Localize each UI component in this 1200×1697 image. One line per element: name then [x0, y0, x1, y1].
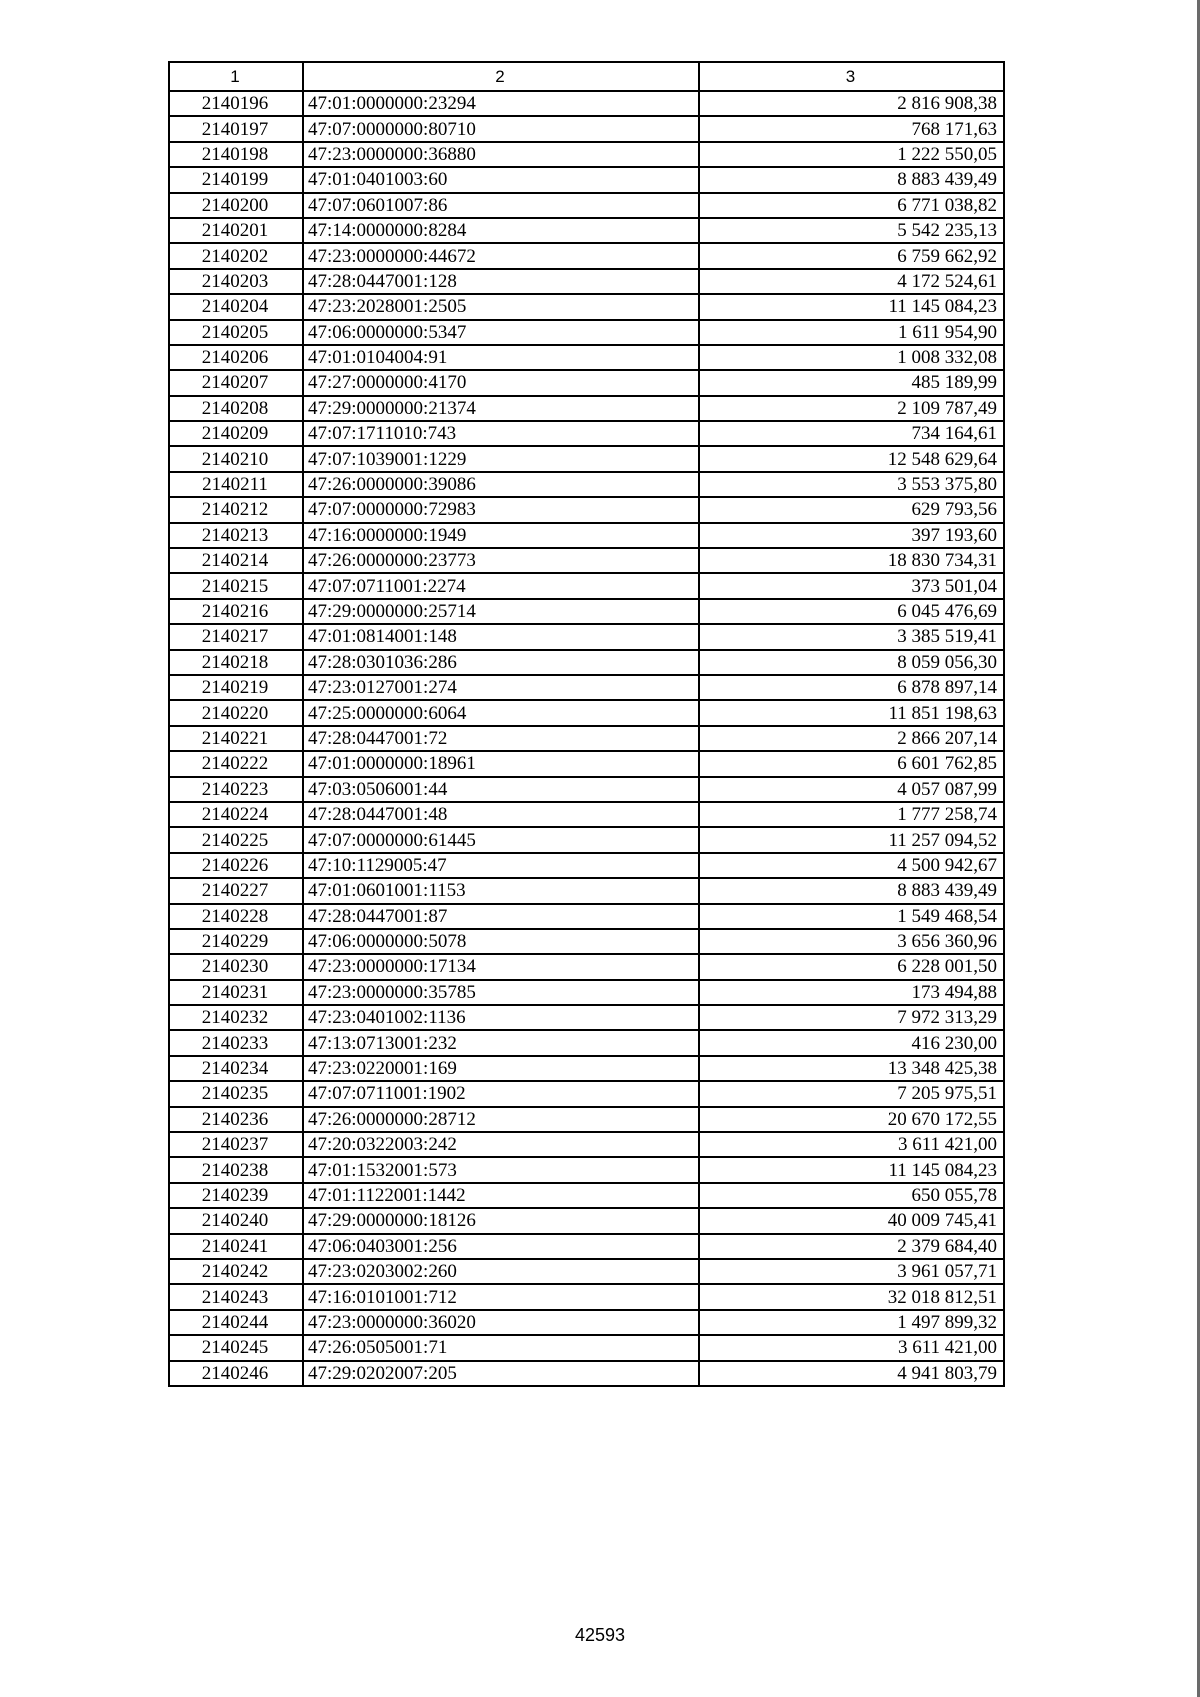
value-cell: 7 205 975,51: [699, 1081, 1004, 1106]
value-cell: 8 883 439,49: [699, 878, 1004, 903]
row-number-cell: 2140233: [169, 1030, 303, 1055]
row-number-cell: 2140224: [169, 802, 303, 827]
row-number-cell: 2140222: [169, 751, 303, 776]
cadastral-number-cell: 47:01:1122001:1442: [303, 1183, 699, 1208]
table-row: [169, 91, 1004, 116]
table-row: [169, 1234, 1004, 1259]
cadastral-number-cell: 47:23:0000000:36020: [303, 1310, 699, 1335]
cadastral-number-cell: 47:06:0000000:5347: [303, 320, 699, 345]
value-cell: 768 171,63: [699, 116, 1004, 141]
row-number-cell: 2140245: [169, 1335, 303, 1360]
table-row: [169, 853, 1004, 878]
cadastral-number-cell: 47:23:2028001:2505: [303, 294, 699, 319]
value-cell: 3 961 057,71: [699, 1259, 1004, 1284]
row-number-cell: 2140215: [169, 573, 303, 598]
cadastral-number-cell: 47:28:0447001:72: [303, 726, 699, 751]
value-cell: 11 851 198,63: [699, 700, 1004, 725]
row-number-cell: 2140202: [169, 243, 303, 268]
cadastral-number-cell: 47:07:0711001:1902: [303, 1081, 699, 1106]
value-cell: 3 385 519,41: [699, 624, 1004, 649]
table-row: [169, 980, 1004, 1005]
table-row: [169, 320, 1004, 345]
value-cell: 3 656 360,96: [699, 929, 1004, 954]
table-row: [169, 802, 1004, 827]
value-cell: 2 109 787,49: [699, 396, 1004, 421]
table-row: [169, 878, 1004, 903]
table-row: [169, 827, 1004, 852]
cadastral-number-cell: 47:26:0000000:39086: [303, 472, 699, 497]
page-number: 42593: [574, 1625, 626, 1645]
value-cell: 2 379 684,40: [699, 1234, 1004, 1259]
cadastral-number-cell: 47:01:0401003:60: [303, 167, 699, 192]
cadastral-number-cell: 47:28:0447001:87: [303, 904, 699, 929]
table-row: [169, 1361, 1004, 1386]
cadastral-number-cell: 47:07:0000000:61445: [303, 827, 699, 852]
table-header-row: [169, 62, 1004, 91]
cadastral-number-cell: 47:01:0000000:18961: [303, 751, 699, 776]
table-row: [169, 650, 1004, 675]
cadastral-number-cell: 47:16:0000000:1949: [303, 523, 699, 548]
table-row: [169, 1081, 1004, 1106]
value-cell: 3 611 421,00: [699, 1335, 1004, 1360]
table-row: [169, 548, 1004, 573]
row-number-cell: 2140218: [169, 650, 303, 675]
value-cell: 397 193,60: [699, 523, 1004, 548]
cadastral-number-cell: 47:23:0220001:169: [303, 1056, 699, 1081]
row-number-cell: 2140220: [169, 700, 303, 725]
table-row: [169, 421, 1004, 446]
value-cell: 650 055,78: [699, 1183, 1004, 1208]
header-col-1: 1: [169, 62, 303, 91]
table-row: [169, 472, 1004, 497]
value-cell: 734 164,61: [699, 421, 1004, 446]
value-cell: 1 777 258,74: [699, 802, 1004, 827]
row-number-cell: 2140199: [169, 167, 303, 192]
cadastral-number-cell: 47:07:0601007:86: [303, 193, 699, 218]
table-row: [169, 218, 1004, 243]
cadastral-number-cell: 47:29:0000000:18126: [303, 1208, 699, 1233]
value-cell: 4 500 942,67: [699, 853, 1004, 878]
cadastral-number-cell: 47:03:0506001:44: [303, 777, 699, 802]
value-cell: 18 830 734,31: [699, 548, 1004, 573]
table-row: [169, 1132, 1004, 1157]
row-number-cell: 2140210: [169, 446, 303, 471]
cadastral-number-cell: 47:06:0000000:5078: [303, 929, 699, 954]
row-number-cell: 2140216: [169, 599, 303, 624]
cadastral-number-cell: 47:23:0000000:36880: [303, 142, 699, 167]
cadastral-number-cell: 47:26:0000000:28712: [303, 1107, 699, 1132]
row-number-cell: 2140227: [169, 878, 303, 903]
value-cell: 11 257 094,52: [699, 827, 1004, 852]
table-row: [169, 1284, 1004, 1309]
cadastral-number-cell: 47:06:0403001:256: [303, 1234, 699, 1259]
cadastral-number-cell: 47:20:0322003:242: [303, 1132, 699, 1157]
value-cell: 32 018 812,51: [699, 1284, 1004, 1309]
value-cell: 173 494,88: [699, 980, 1004, 1005]
row-number-cell: 2140229: [169, 929, 303, 954]
table-body: [169, 91, 1004, 1386]
row-number-cell: 2140246: [169, 1361, 303, 1386]
cadastral-number-cell: 47:10:1129005:47: [303, 853, 699, 878]
row-number-cell: 2140211: [169, 472, 303, 497]
cadastral-number-cell: 47:01:0000000:23294: [303, 91, 699, 116]
cadastral-number-cell: 47:27:0000000:4170: [303, 370, 699, 395]
row-number-cell: 2140207: [169, 370, 303, 395]
row-number-cell: 2140201: [169, 218, 303, 243]
cadastral-number-cell: 47:26:0000000:23773: [303, 548, 699, 573]
table-row: [169, 396, 1004, 421]
table-row: [169, 1208, 1004, 1233]
row-number-cell: 2140241: [169, 1234, 303, 1259]
row-number-cell: 2140203: [169, 269, 303, 294]
cadastral-number-cell: 47:28:0301036:286: [303, 650, 699, 675]
table-row: [169, 599, 1004, 624]
value-cell: 5 542 235,13: [699, 218, 1004, 243]
row-number-cell: 2140235: [169, 1081, 303, 1106]
row-number-cell: 2140200: [169, 193, 303, 218]
value-cell: 2 866 207,14: [699, 726, 1004, 751]
cadastral-number-cell: 47:23:0000000:44672: [303, 243, 699, 268]
table-row: [169, 904, 1004, 929]
row-number-cell: 2140234: [169, 1056, 303, 1081]
cadastral-number-cell: 47:25:0000000:6064: [303, 700, 699, 725]
value-cell: 7 972 313,29: [699, 1005, 1004, 1030]
cadastral-number-cell: 47:01:1532001:573: [303, 1157, 699, 1182]
value-cell: 11 145 084,23: [699, 1157, 1004, 1182]
value-cell: 6 228 001,50: [699, 954, 1004, 979]
table-row: [169, 446, 1004, 471]
value-cell: 6 759 662,92: [699, 243, 1004, 268]
table-row: [169, 675, 1004, 700]
value-cell: 1 611 954,90: [699, 320, 1004, 345]
row-number-cell: 2140242: [169, 1259, 303, 1284]
row-number-cell: 2140198: [169, 142, 303, 167]
cadastral-number-cell: 47:29:0202007:205: [303, 1361, 699, 1386]
row-number-cell: 2140208: [169, 396, 303, 421]
table-row: [169, 345, 1004, 370]
value-cell: 11 145 084,23: [699, 294, 1004, 319]
cadastral-number-cell: 47:29:0000000:21374: [303, 396, 699, 421]
cadastral-number-cell: 47:23:0127001:274: [303, 675, 699, 700]
table-row: [169, 193, 1004, 218]
value-cell: 6 771 038,82: [699, 193, 1004, 218]
row-number-cell: 2140204: [169, 294, 303, 319]
table-row: [169, 269, 1004, 294]
table-row: [169, 294, 1004, 319]
cadastral-number-cell: 47:14:0000000:8284: [303, 218, 699, 243]
table-row: [169, 777, 1004, 802]
row-number-cell: 2140240: [169, 1208, 303, 1233]
header-col-2: 2: [303, 62, 699, 91]
row-number-cell: 2140228: [169, 904, 303, 929]
value-cell: 2 816 908,38: [699, 91, 1004, 116]
value-cell: 8 059 056,30: [699, 650, 1004, 675]
cadastral-number-cell: 47:23:0401002:1136: [303, 1005, 699, 1030]
value-cell: 1 008 332,08: [699, 345, 1004, 370]
value-cell: 3 611 421,00: [699, 1132, 1004, 1157]
cadastral-number-cell: 47:07:0000000:80710: [303, 116, 699, 141]
table-row: [169, 116, 1004, 141]
cadastral-value-table: [168, 61, 1005, 1387]
table-row: [169, 751, 1004, 776]
row-number-cell: 2140230: [169, 954, 303, 979]
value-cell: 6 601 762,85: [699, 751, 1004, 776]
cadastral-number-cell: 47:26:0505001:71: [303, 1335, 699, 1360]
row-number-cell: 2140221: [169, 726, 303, 751]
cadastral-number-cell: 47:13:0713001:232: [303, 1030, 699, 1055]
value-cell: 20 670 172,55: [699, 1107, 1004, 1132]
table-row: [169, 573, 1004, 598]
cadastral-number-cell: 47:23:0000000:17134: [303, 954, 699, 979]
row-number-cell: 2140236: [169, 1107, 303, 1132]
table-row: [169, 954, 1004, 979]
table-row: [169, 1183, 1004, 1208]
table-row: [169, 1030, 1004, 1055]
table-row: [169, 1335, 1004, 1360]
value-cell: 416 230,00: [699, 1030, 1004, 1055]
cadastral-number-cell: 47:16:0101001:712: [303, 1284, 699, 1309]
value-cell: 485 189,99: [699, 370, 1004, 395]
row-number-cell: 2140237: [169, 1132, 303, 1157]
value-cell: 4 941 803,79: [699, 1361, 1004, 1386]
table-row: [169, 523, 1004, 548]
cadastral-number-cell: 47:07:1039001:1229: [303, 446, 699, 471]
row-number-cell: 2140214: [169, 548, 303, 573]
row-number-cell: 2140223: [169, 777, 303, 802]
row-number-cell: 2140217: [169, 624, 303, 649]
value-cell: 3 553 375,80: [699, 472, 1004, 497]
value-cell: 12 548 629,64: [699, 446, 1004, 471]
table-row: [169, 142, 1004, 167]
table-row: [169, 370, 1004, 395]
value-cell: 1 222 550,05: [699, 142, 1004, 167]
table-row: [169, 624, 1004, 649]
table-row: [169, 726, 1004, 751]
row-number-cell: 2140209: [169, 421, 303, 446]
table-row: [169, 929, 1004, 954]
cadastral-number-cell: 47:28:0447001:48: [303, 802, 699, 827]
cadastral-number-cell: 47:29:0000000:25714: [303, 599, 699, 624]
row-number-cell: 2140239: [169, 1183, 303, 1208]
row-number-cell: 2140213: [169, 523, 303, 548]
value-cell: 1 549 468,54: [699, 904, 1004, 929]
header-col-3: 3: [699, 62, 1004, 91]
row-number-cell: 2140244: [169, 1310, 303, 1335]
row-number-cell: 2140232: [169, 1005, 303, 1030]
row-number-cell: 2140238: [169, 1157, 303, 1182]
value-cell: 373 501,04: [699, 573, 1004, 598]
row-number-cell: 2140225: [169, 827, 303, 852]
table-row: [169, 1310, 1004, 1335]
row-number-cell: 2140197: [169, 116, 303, 141]
table-row: [169, 1056, 1004, 1081]
cadastral-number-cell: 47:28:0447001:128: [303, 269, 699, 294]
table-row: [169, 167, 1004, 192]
value-cell: 1 497 899,32: [699, 1310, 1004, 1335]
value-cell: 6 045 476,69: [699, 599, 1004, 624]
cadastral-number-cell: 47:23:0000000:35785: [303, 980, 699, 1005]
value-cell: 629 793,56: [699, 497, 1004, 522]
cadastral-number-cell: 47:07:0711001:2274: [303, 573, 699, 598]
row-number-cell: 2140219: [169, 675, 303, 700]
table-row: [169, 1107, 1004, 1132]
row-number-cell: 2140196: [169, 91, 303, 116]
table-row: [169, 700, 1004, 725]
value-cell: 13 348 425,38: [699, 1056, 1004, 1081]
value-cell: 4 057 087,99: [699, 777, 1004, 802]
table-row: [169, 1005, 1004, 1030]
row-number-cell: 2140212: [169, 497, 303, 522]
cadastral-number-cell: 47:01:0104004:91: [303, 345, 699, 370]
row-number-cell: 2140206: [169, 345, 303, 370]
cadastral-number-cell: 47:01:0601001:1153: [303, 878, 699, 903]
table-row: [169, 243, 1004, 268]
value-cell: 8 883 439,49: [699, 167, 1004, 192]
cadastral-number-cell: 47:23:0203002:260: [303, 1259, 699, 1284]
cadastral-number-cell: 47:07:0000000:72983: [303, 497, 699, 522]
row-number-cell: 2140243: [169, 1284, 303, 1309]
row-number-cell: 2140226: [169, 853, 303, 878]
table-row: [169, 1259, 1004, 1284]
table-row: [169, 497, 1004, 522]
table-row: [169, 1157, 1004, 1182]
value-cell: 6 878 897,14: [699, 675, 1004, 700]
value-cell: 40 009 745,41: [699, 1208, 1004, 1233]
value-cell: 4 172 524,61: [699, 269, 1004, 294]
cadastral-number-cell: 47:07:1711010:743: [303, 421, 699, 446]
cadastral-number-cell: 47:01:0814001:148: [303, 624, 699, 649]
row-number-cell: 2140231: [169, 980, 303, 1005]
row-number-cell: 2140205: [169, 320, 303, 345]
